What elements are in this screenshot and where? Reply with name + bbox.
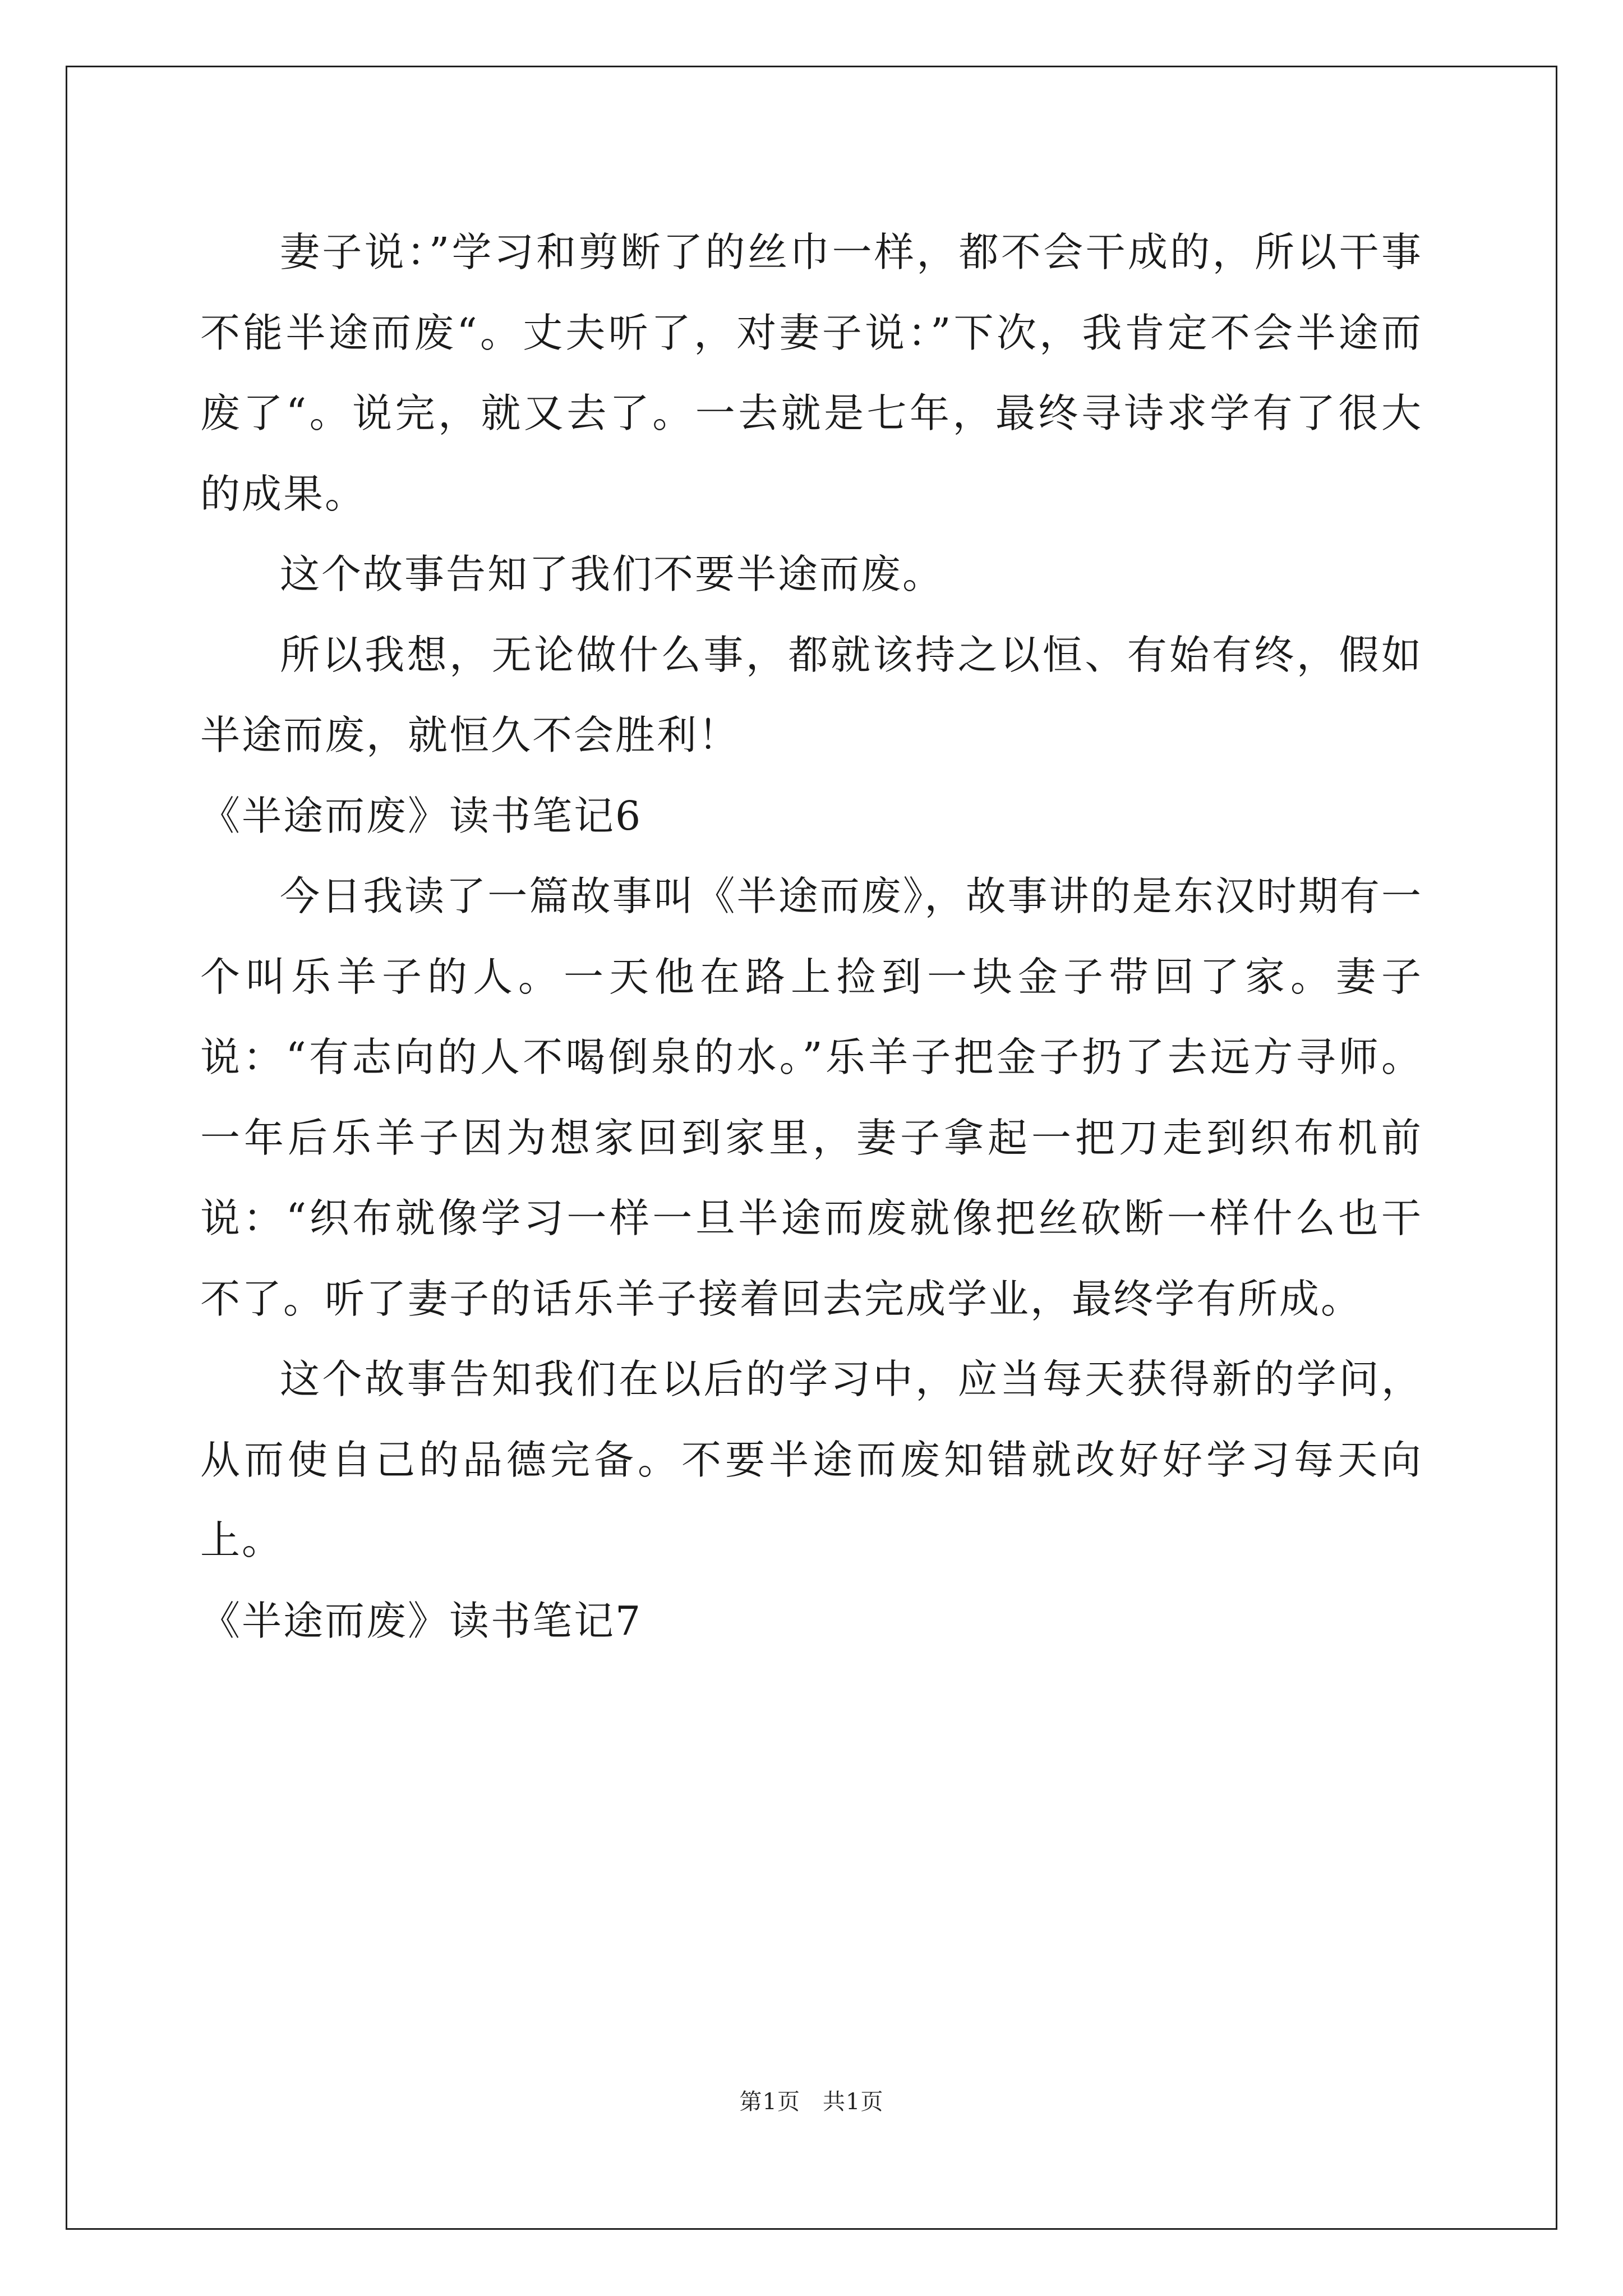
paragraph: 所以我想，无论做什么事，都就该持之以恒、有始有终，假如半途而废，就恒久不会胜利！ [200, 631, 1423, 758]
paragraph: 妻子说：”学习和剪断了的丝巾一样，都不会干成的，所以干事不能半途而废“。丈夫听了，对妻子说：”下次，我肯定不会半途而废了“。说完，就又去了。一去就是七年，最终寻诗求学有了很大的成果。 [200, 229, 1423, 517]
page-number: 第1页 [739, 2089, 800, 2115]
paragraph: 这个故事告知了我们不要半途而废。 [280, 551, 944, 597]
section-heading: 《半途而废》读书笔记6 [200, 792, 643, 839]
paragraph: 今日我读了一篇故事叫《半途而废》，故事讲的是东汉时期有一个叫乐羊子的人。一天他在路上捡到一块金子带回了家。妻子说：“有志向的人不喝倒泉的水。”乐羊子把金子扔了去远方寻师。一年后乐羊子因为想家回到家里，妻子拿起一把刀走到织布机前说：“织布就像学习一样一旦半途而废就像把丝砍断一样什么也干不了。听了妻子的话乐羊子接着回去完成学业，最终学有所成。 [200, 873, 1423, 1322]
page-total: 共1页 [823, 2089, 884, 2115]
paragraph: 这个故事告知我们在以后的学习中，应当每天获得新的学问，从而使自己的品德完备。不要半途而废知错就改好好学习每天向上。 [200, 1356, 1423, 1563]
document-body [200, 212, 1423, 1661]
page-footer [0, 2084, 1623, 2116]
section-heading: 《半途而废》读书笔记7 [200, 1597, 643, 1644]
